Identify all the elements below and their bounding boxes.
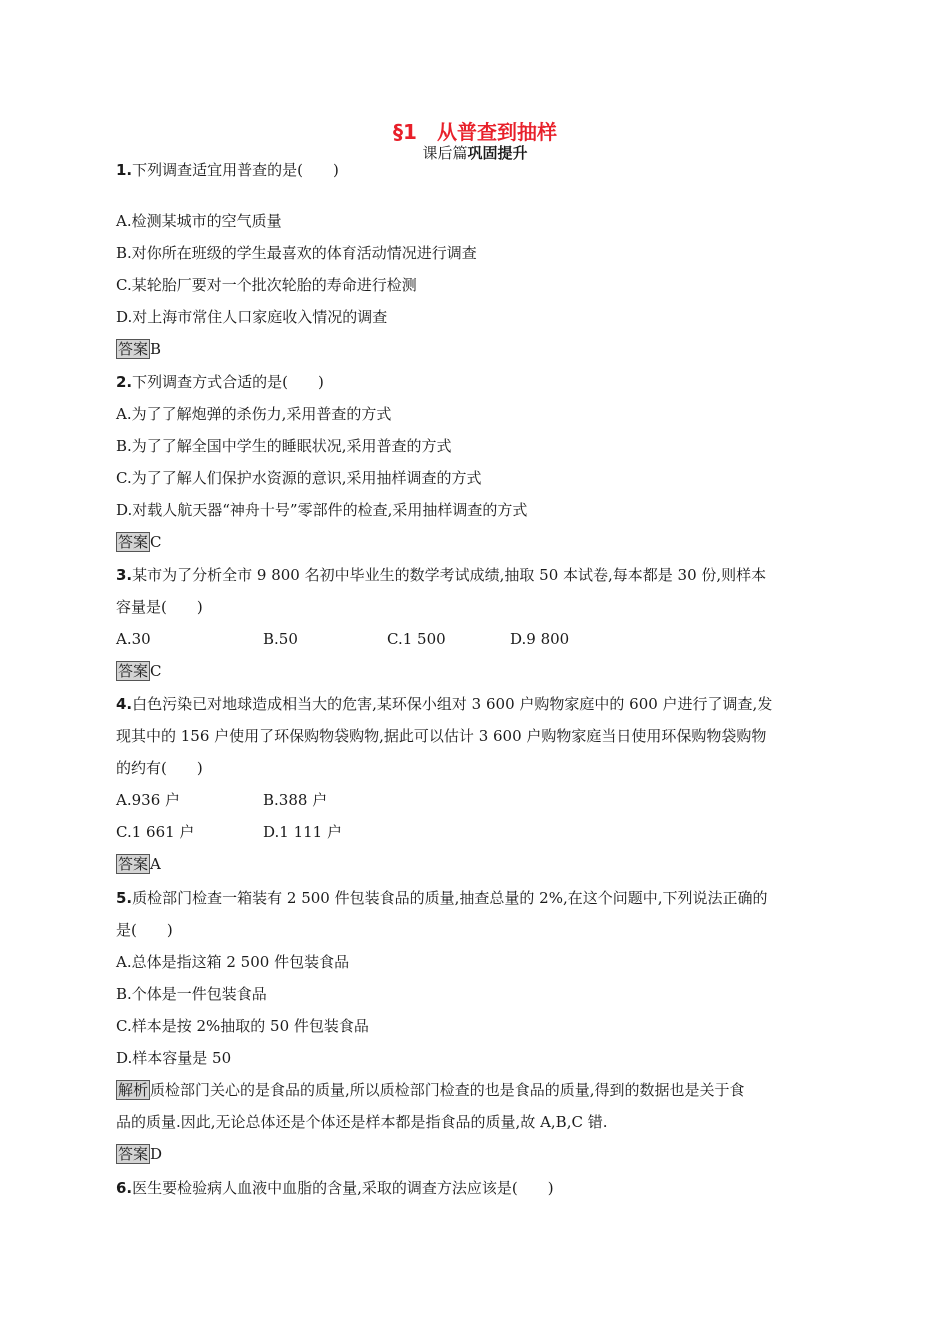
question-4-stem — [116, 694, 772, 714]
answer-tag: 答案 — [118, 533, 149, 551]
question-number: 1. — [116, 161, 133, 179]
subtitle-plain: 课后篇 — [422, 144, 468, 162]
q4-option-b: B.388 户 — [263, 791, 328, 809]
answer-tag: 答案 — [118, 855, 149, 873]
q3-answer — [116, 661, 162, 681]
q2-option-b: B.为了了解全国中学生的睡眠状况,采用普查的方式 — [116, 437, 452, 455]
q2-answer — [116, 532, 162, 552]
question-number: 2. — [116, 373, 133, 391]
answer-value: D — [150, 1145, 163, 1163]
question-5-stem — [116, 888, 768, 908]
stem-text: 某市为了分析全市 9 800 名初中毕业生的数学考试成绩,抽取 50 本试卷,每本都是 30 份,则样本 — [132, 566, 767, 584]
question-number: 6. — [116, 1179, 133, 1197]
subtitle-bold: 巩固提升 — [467, 144, 528, 162]
question-2-stem — [116, 372, 324, 392]
q2-option-d: D.对载人航天器“神舟十号”零部件的检查,采用抽样调查的方式 — [116, 501, 528, 519]
q5-analysis — [116, 1080, 745, 1100]
stem-text: 下列调查方式合适的是( ) — [132, 373, 324, 391]
answer-tag: 答案 — [118, 340, 149, 358]
answer-value: C — [150, 533, 162, 551]
answer-value: A — [150, 855, 161, 873]
q1-option-c: C.某轮胎厂要对一个批次轮胎的寿命进行检测 — [116, 276, 417, 294]
question-1-stem — [116, 160, 339, 180]
stem-text: 质检部门检查一箱装有 2 500 件包装食品的质量,抽查总量的 2%,在这个问题中,下列说法正确的 — [132, 889, 768, 907]
q5-answer — [116, 1144, 162, 1164]
analysis-tag: 解析 — [118, 1081, 149, 1099]
q4-option-d: D.1 111 户 — [263, 823, 342, 841]
answer-tag: 答案 — [118, 1145, 149, 1163]
q4-option-c: C.1 661 户 — [116, 823, 195, 841]
question-5-stem-cont: 是( ) — [116, 921, 173, 939]
question-3-stem-cont: 容量是( ) — [116, 598, 203, 616]
question-6-stem — [116, 1178, 554, 1198]
question-number: 3. — [116, 566, 133, 584]
q1-answer — [116, 339, 161, 359]
q1-option-d: D.对上海市常住人口家庭收入情况的调查 — [116, 308, 388, 326]
q3-option-a: A.30 — [116, 630, 151, 648]
q4-answer — [116, 854, 161, 874]
q2-option-c: C.为了了解人们保护水资源的意识,采用抽样调查的方式 — [116, 469, 482, 487]
q5-option-d: D.样本容量是 50 — [116, 1049, 232, 1067]
q5-option-c: C.样本是按 2%抽取的 50 件包装食品 — [116, 1017, 369, 1035]
stem-text: 下列调查适宜用普查的是( ) — [132, 161, 339, 179]
q1-option-b: B.对你所在班级的学生最喜欢的体育活动情况进行调查 — [116, 244, 477, 262]
q1-option-a: A.检测某城市的空气质量 — [116, 212, 282, 230]
stem-text: 白色污染已对地球造成相当大的危害,某环保小组对 3 600 户购物家庭中的 600 户进行了调查,发 — [132, 695, 773, 713]
q5-option-b: B.个体是一件包装食品 — [116, 985, 267, 1003]
page-title: §1 从普查到抽样 — [393, 120, 557, 144]
question-number: 5. — [116, 889, 133, 907]
answer-value: B — [150, 340, 162, 358]
q3-option-d: D.9 800 — [510, 630, 570, 648]
q3-option-b: B.50 — [263, 630, 298, 648]
q4-option-a: A.936 户 — [116, 791, 180, 809]
q3-option-c: C.1 500 — [387, 630, 446, 648]
question-4-stem-cont2: 的约有( ) — [116, 759, 203, 777]
question-number: 4. — [116, 695, 133, 713]
q5-analysis-cont: 品的质量.因此,无论总体还是个体还是样本都是指食品的质量,故 A,B,C 错. — [116, 1113, 608, 1131]
analysis-text: 质检部门关心的是食品的质量,所以质检部门检查的也是食品的质量,得到的数据也是关于食 — [150, 1081, 745, 1099]
answer-value: C — [150, 662, 162, 680]
stem-text: 医生要检验病人血液中血脂的含量,采取的调查方法应该是( ) — [132, 1179, 554, 1197]
question-3-stem — [116, 565, 766, 585]
answer-tag: 答案 — [118, 662, 149, 680]
question-4-stem-cont: 现其中的 156 户使用了环保购物袋购物,据此可以估计 3 600 户购物家庭当日使用环保购物袋购物 — [116, 727, 767, 745]
q5-option-a: A.总体是指这箱 2 500 件包装食品 — [116, 953, 350, 971]
q2-option-a: A.为了了解炮弹的杀伤力,采用普查的方式 — [116, 405, 392, 423]
